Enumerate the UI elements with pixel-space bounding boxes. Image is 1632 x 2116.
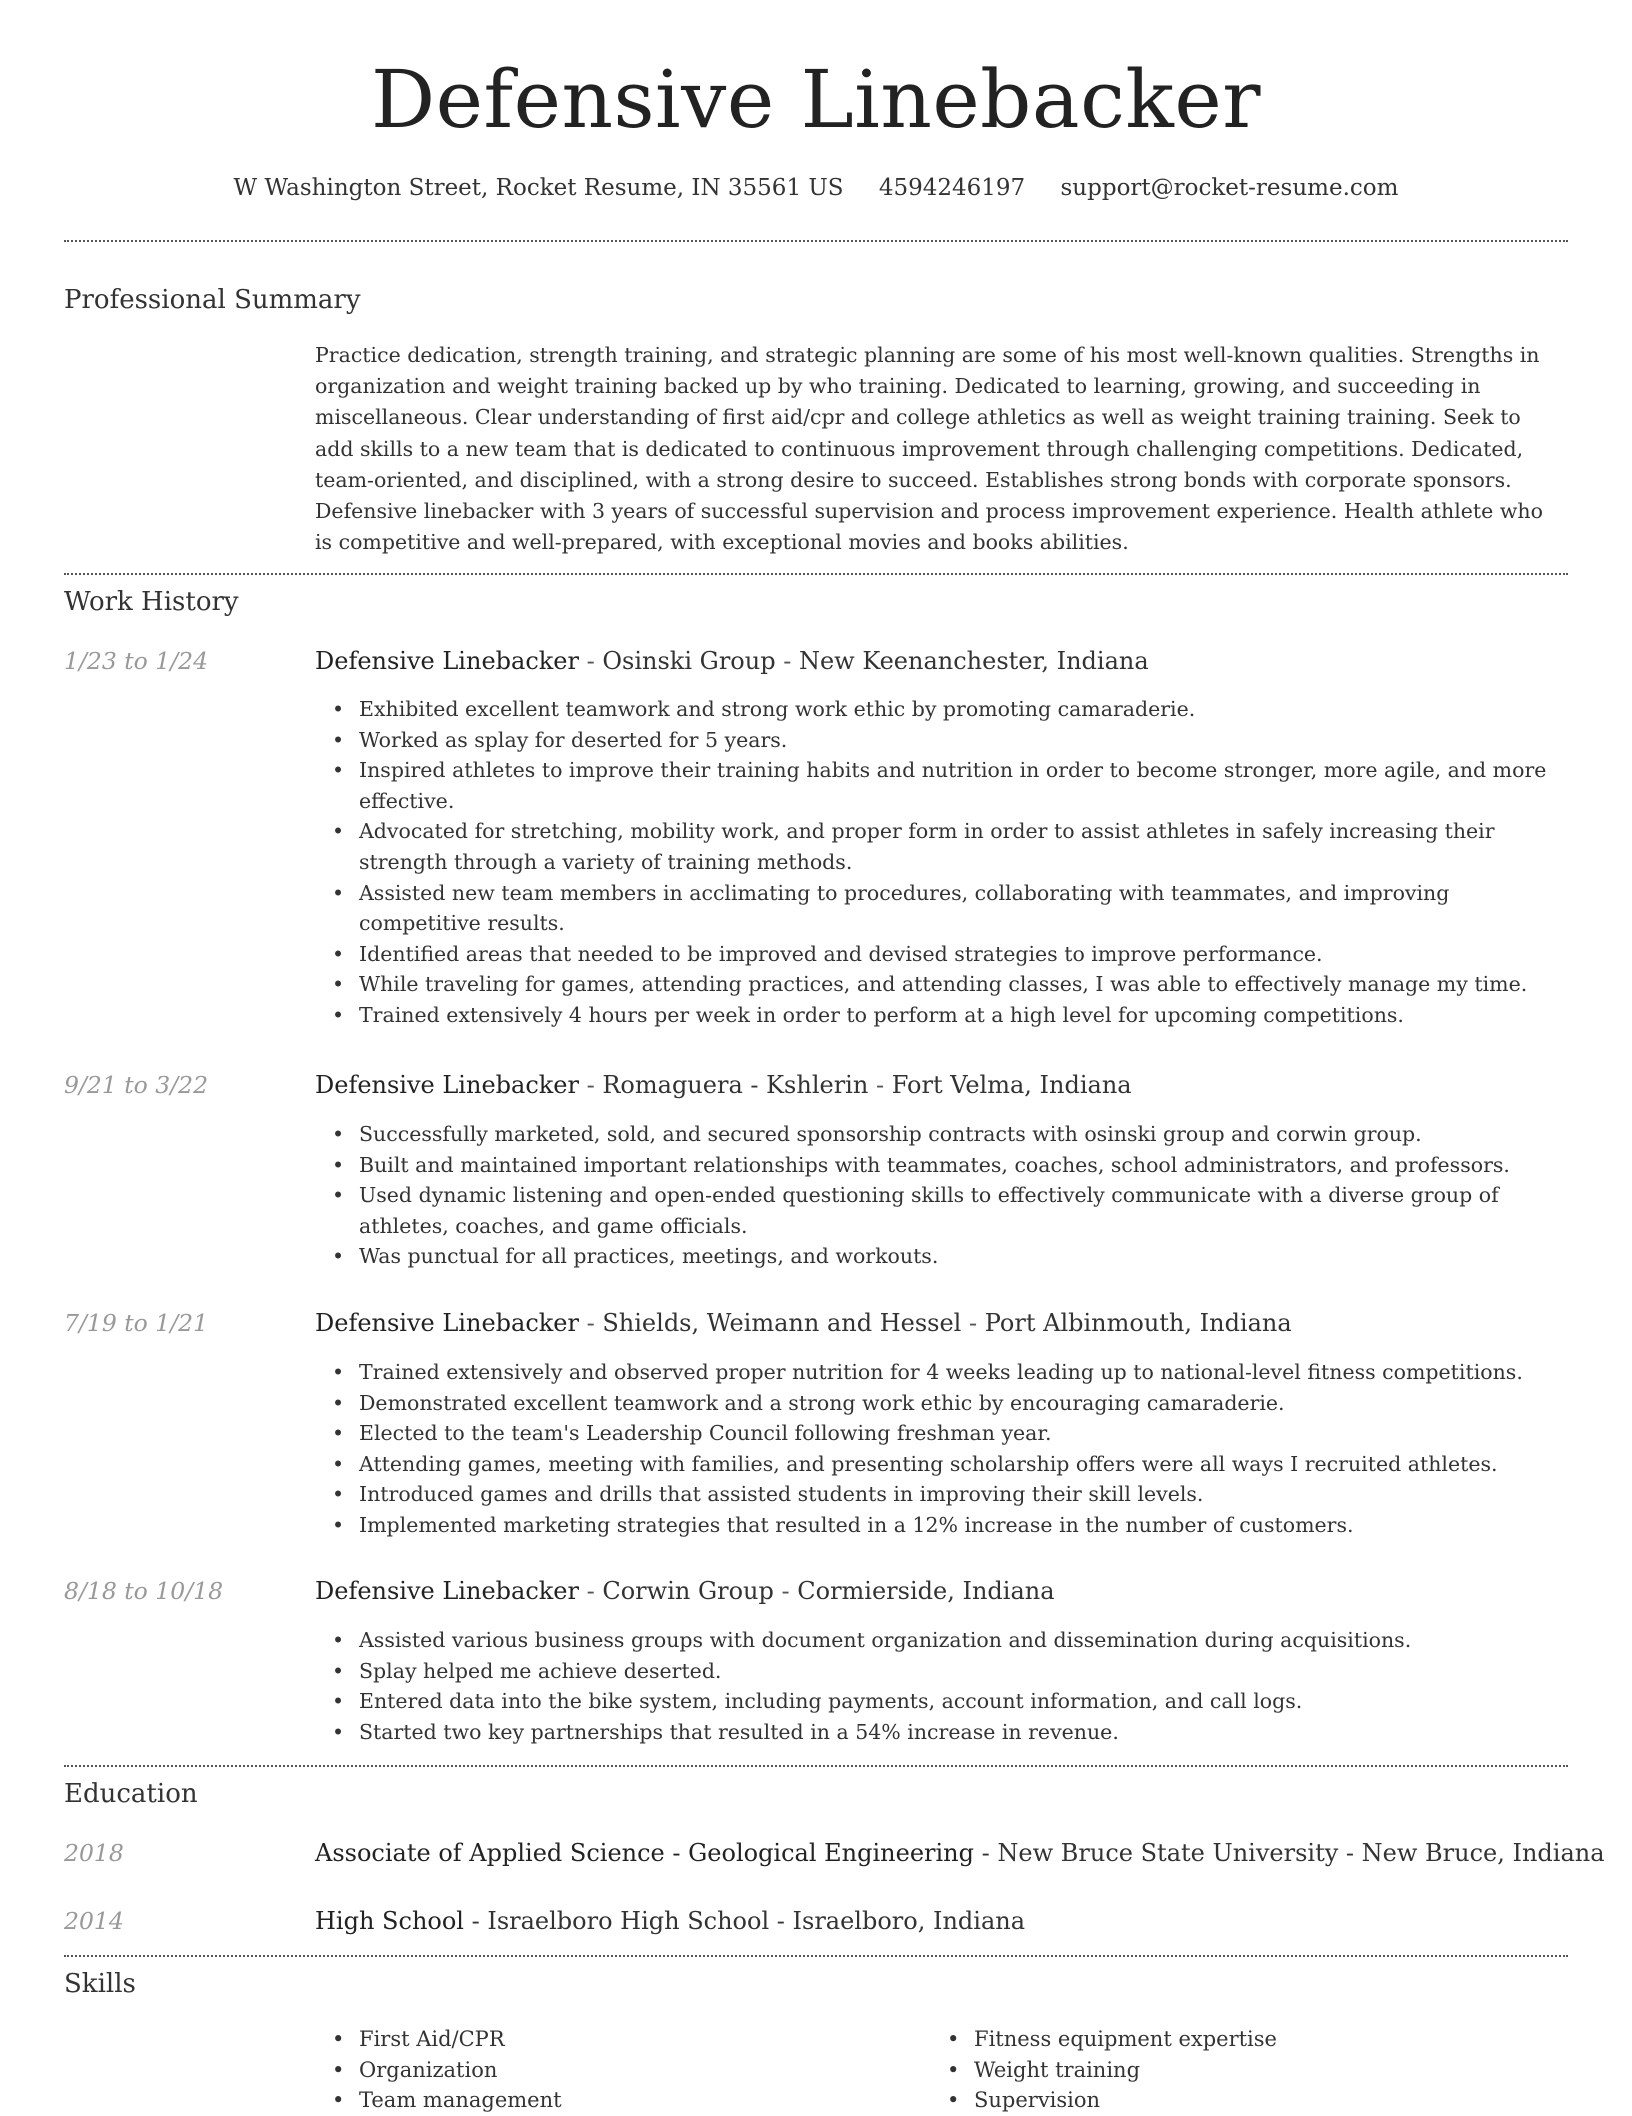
job-location: Fort Velma, Indiana [891,1071,1132,1099]
job-bullet: • While traveling for games, attending practices, and attending classes, I was able to effectively manage my time. [359,969,1569,1000]
education-school: Israelboro High School [487,1907,770,1935]
education-year: 2018 [64,1839,124,1867]
job-bullet: • Introduced games and drills that assisted students in improving their skill levels. [359,1479,1569,1510]
job-employer: Shields, Weimann and Hessel [602,1309,962,1337]
education-year: 2014 [64,1907,124,1935]
job-role: Defensive Linebacker [315,1071,579,1099]
contact-email: support@rocket-resume.com [1060,175,1399,201]
contact-phone: 4594246197 [878,175,1026,201]
work-history-heading: Work History [64,587,239,617]
job-employer: Osinski Group [602,647,776,675]
skill-item: • Organization [359,2055,919,2086]
skills-list-right [974,2024,1534,2116]
job-dates: 1/23 to 1/24 [64,647,209,675]
skills-heading: Skills [64,1969,136,1999]
job-location: New Keenanchester, Indiana [798,647,1149,675]
education-degree: High School [315,1907,464,1935]
job-bullet: • Successfully marketed, sold, and secured sponsorship contracts with osinski group and corwin group. [359,1119,1569,1150]
contact-line [64,170,1568,206]
job-heading [315,1305,1575,1341]
job-bullet: • Assisted various business groups with document organization and dissemination during acquisitions. [359,1625,1569,1656]
section-divider [64,1955,1568,1957]
job-bullet: • Built and maintained important relationships with teammates, coaches, school administrators, and professors. [359,1150,1569,1181]
skill-item: • Supervision [974,2085,1534,2116]
job-bullets [359,694,1569,1031]
job-bullet: • Splay helped me achieve deserted. [359,1656,1569,1687]
job-separator: - [578,1577,603,1605]
education-degree: Associate of Applied Science - Geological Engineering [315,1839,975,1867]
summary-text: Practice dedication, strength training, and strategic planning are some of his most well-known qualities. Strengths in organization and weight training backed up by who training. Dedicated to learning, growing, and succeeding in miscellaneous. Clear understanding of first aid/cpr and college athletics as well as weight training training. Seek to add skills to a new team that is dedicated to continuous improvement through challenging competitions. Dedicated, team-oriented, and disciplined, with a strong desire to succeed. Establishes strong bonds with corporate sponsors. Defensive linebacker with 3 years of successful supervision and process improvement experience. Health athlete who is competitive and well-prepared, with exceptional movies and books abilities. [315,343,1543,555]
section-divider [64,1765,1568,1767]
section-divider [64,573,1568,575]
education-entry [315,1835,1605,1871]
job-separator: - [578,647,603,675]
job-role: Defensive Linebacker [315,647,579,675]
job-bullet: • Implemented marketing strategies that resulted in a 12% increase in the number of customers. [359,1510,1569,1541]
job-bullet: • Demonstrated excellent teamwork and a strong work ethic by encouraging camaraderie. [359,1388,1569,1419]
job-employer: Romaguera - Kshlerin [602,1071,869,1099]
skill-item: • First Aid/CPR [359,2024,919,2055]
job-location: Cormierside, Indiana [797,1577,1055,1605]
job-bullets [359,1357,1569,1541]
education-heading: Education [64,1779,198,1809]
job-separator: - [775,647,799,675]
job-bullet: • Trained extensively and observed proper nutrition for 4 weeks leading up to national-level fitness competitions. [359,1357,1569,1388]
job-role: Defensive Linebacker [315,1309,579,1337]
job-separator: - [868,1071,892,1099]
job-bullet: • Elected to the team's Leadership Council following freshman year. [359,1418,1569,1449]
job-bullets [359,1625,1569,1747]
education-entry [315,1903,1025,1939]
job-location: Port Albinmouth, Indiana [984,1309,1292,1337]
job-separator: - [578,1309,603,1337]
job-bullet: • Identified areas that needed to be improved and devised strategies to improve performance. [359,939,1569,970]
job-bullet: • Worked as splay for deserted for 5 years. [359,725,1569,756]
job-bullet: • Assisted new team members in acclimating to procedures, collaborating with teammates, and improving competitive results. [359,878,1569,939]
job-bullet: • Was punctual for all practices, meetings, and workouts. [359,1241,1569,1272]
skill-item: • Team management [359,2085,919,2116]
job-bullet: • Entered data into the bike system, including payments, account information, and call logs. [359,1686,1569,1717]
section-divider [64,240,1568,242]
job-heading [315,643,1575,679]
job-bullet: • Started two key partnerships that resulted in a 54% increase in revenue. [359,1717,1569,1748]
job-bullet: • Used dynamic listening and open-ended questioning skills to effectively communicate with a diverse group of athletes, coaches, and game officials. [359,1180,1569,1241]
education-separator: - [1338,1839,1362,1867]
education-separator: - [769,1907,793,1935]
job-dates: 8/18 to 10/18 [64,1577,224,1605]
job-heading [315,1573,1575,1609]
job-employer: Corwin Group [602,1577,774,1605]
education-location: Israelboro, Indiana [792,1907,1026,1935]
job-bullet: • Inspired athletes to improve their training habits and nutrition in order to become stronger, more agile, and more effective. [359,755,1569,816]
job-bullet: • Trained extensively 4 hours per week in order to perform at a high level for upcoming competitions. [359,1000,1569,1031]
job-separator: - [961,1309,985,1337]
job-bullet: • Advocated for stretching, mobility work, and proper form in order to assist athletes in safely increasing their strength through a variety of training methods. [359,816,1569,877]
job-bullet: • Exhibited excellent teamwork and strong work ethic by promoting camaraderie. [359,694,1569,725]
education-separator: - [974,1839,998,1867]
job-heading [315,1067,1575,1103]
job-bullets [359,1119,1569,1272]
skills-list-left [359,2024,919,2116]
job-role: Defensive Linebacker [315,1577,579,1605]
job-separator: - [773,1577,798,1605]
summary-heading: Professional Summary [64,285,361,315]
education-school: New Bruce State University [997,1839,1339,1867]
contact-address: W Washington Street, Rocket Resume, IN 35561 US [233,175,844,201]
job-separator: - [578,1071,603,1099]
education-location: New Bruce, Indiana [1361,1839,1605,1867]
job-dates: 9/21 to 3/22 [64,1071,209,1099]
job-bullet: • Attending games, meeting with families, and presenting scholarship offers were all ways I recruited athletes. [359,1449,1569,1480]
resume-name: Defensive Linebacker [371,53,1261,146]
skill-item: • Weight training [974,2055,1534,2086]
education-separator: - [463,1907,488,1935]
job-dates: 7/19 to 1/21 [64,1309,209,1337]
skill-item: • Fitness equipment expertise [974,2024,1534,2055]
